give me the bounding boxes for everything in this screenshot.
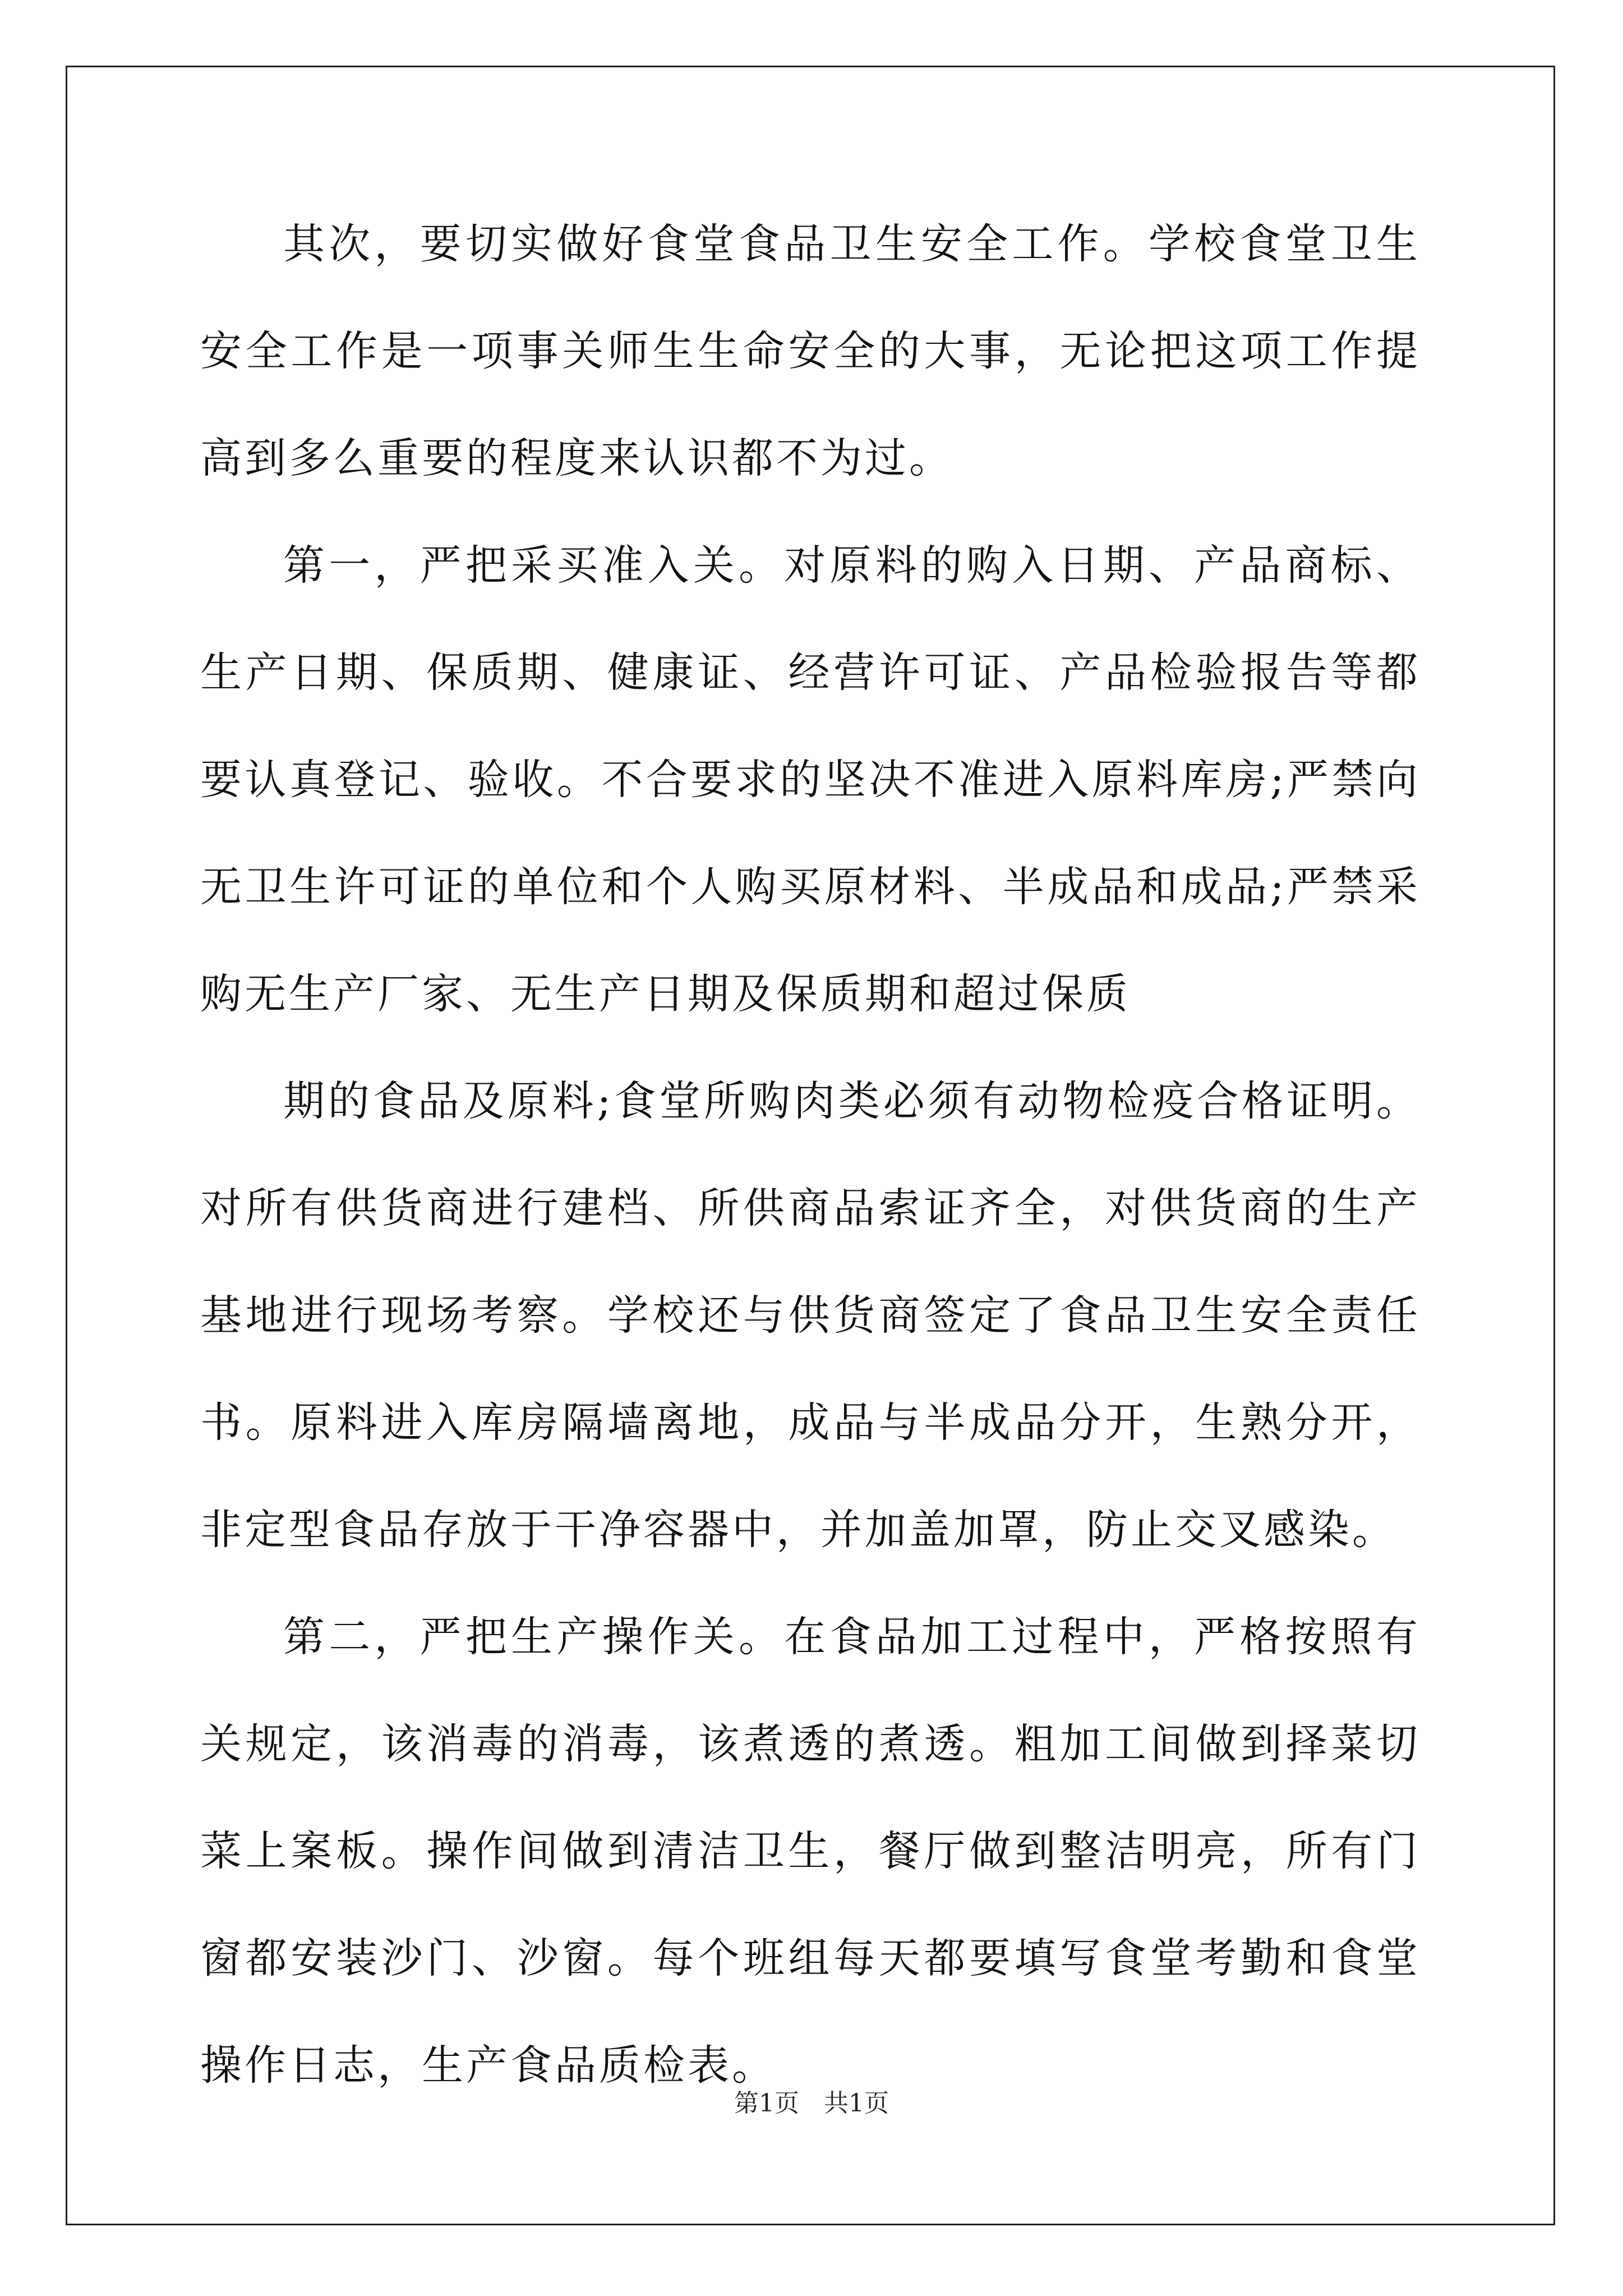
page-number-footer: 第1页 共1页 — [734, 2089, 889, 2118]
paragraph-intro: 其次，要切实做好食堂食品卫生安全工作。学校食堂卫生安全工作是一项事关师生生命安全的大事，无论把这项工作提高到多么重要的程度来认识都不为过。 — [200, 220, 1421, 482]
paragraph-procurement: 第一，严把采买准入关。对原料的购入日期、产品商标、生产日期、保质期、健康证、经营许可证、产品检验报告等都要认真登记、验收。不合要求的坚决不准进入原料库房;严禁向无卫生许可证的单位和个人购买原材料、半成品和成品;严禁采购无生产厂家、无生产日期及保质期和超过保质 — [200, 541, 1421, 1018]
paragraph-production: 第二，严把生产操作关。在食品加工过程中，严格按照有关规定，该消毒的消毒，该煮透的煮透。粗加工间做到择菜切菜上案板。操作间做到清洁卫生，餐厅做到整洁明亮，所有门窗都安装沙门、沙窗。每个班组每天都要填写食堂考勤和食堂操作日志，生产食品质检表。 — [200, 1613, 1421, 2090]
document-body — [200, 191, 1421, 2119]
paragraph-supplier: 期的食品及原料;食堂所购肉类必须有动物检疫合格证明。对所有供货商进行建档、所供商品索证齐全，对供货商的生产基地进行现场考察。学校还与供货商签定了食品卫生安全责任书。原料进入库房隔墙离地，成品与半成品分开，生熟分开，非定型食品存放于干净容器中，并加盖加罩，防止交叉感染。 — [200, 1077, 1421, 1554]
